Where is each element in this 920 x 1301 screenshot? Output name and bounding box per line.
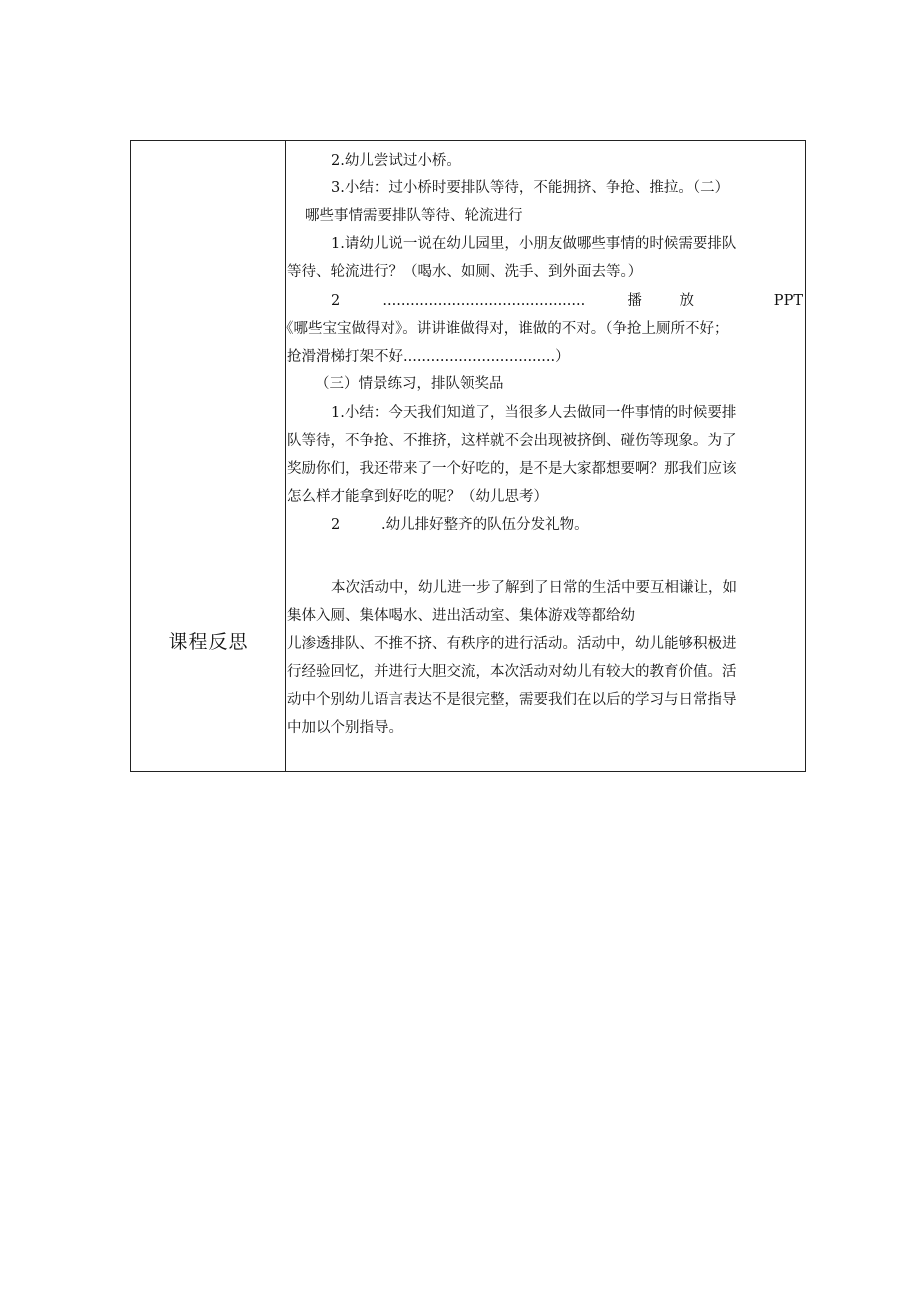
content-cell bbox=[279, 141, 805, 771]
step-line-4: 等待、轮流进行？（喝水、如厕、洗手、到外面去等。） bbox=[287, 264, 643, 280]
reflection-line-1: 本次活动中，幼儿进一步了解到了日常的生活中要互相谦让，如 bbox=[331, 580, 737, 596]
step-line-5: 2 ............................................ 播放 PPT bbox=[331, 293, 803, 309]
step-line-7: 抢滑滑梯打架不好.................................） bbox=[287, 349, 570, 365]
section-heading-3: （三）情景练习，排队领奖品 bbox=[315, 376, 504, 392]
reflection-line-6: 中加以个别指导。 bbox=[287, 720, 403, 736]
step-line-8: 1.小结：今天我们知道了，当很多人去做同一件事情的时候要排 bbox=[331, 405, 737, 421]
step-line-10: 奖励你们，我还带来了一个好吃的，是不是大家都想要啊？那我们应该 bbox=[287, 461, 737, 477]
reflection-line-4: 行经验回忆，并进行大胆交流，本次活动对幼儿有较大的教育价值。活 bbox=[287, 664, 737, 680]
lesson-table bbox=[130, 140, 806, 772]
reflection-line-2: 集体入厕、集体喝水、进出活动室、集体游戏等都给幼 bbox=[287, 608, 635, 624]
step-line-2: 3.小结：过小桥时要排队等待，不能拥挤、争抢、推拉。（二） bbox=[331, 180, 730, 196]
reflection-line-5: 动中个别幼儿语言表达不是很完整，需要我们在以后的学习与日常指导 bbox=[287, 692, 737, 708]
step-line-9: 队等待，不争抢、不推挤，这样就不会出现被挤倒、碰伤等现象。为了 bbox=[287, 433, 737, 449]
label-cell bbox=[131, 141, 286, 771]
step-number-2: 2 bbox=[331, 517, 341, 533]
step-line-3: 1.请幼儿说一说在幼儿园里，小朋友做哪些事情的时候需要排队 bbox=[331, 236, 737, 252]
course-reflection-label: 课程反思 bbox=[168, 631, 249, 653]
step-line-6: 《哪些宝宝做得对》。讲讲谁做得对，谁做的不对。（争抢上厕所不好； bbox=[279, 321, 729, 337]
step-line-1: 2.幼儿尝试过小桥。 bbox=[331, 153, 461, 169]
reflection-line-3: 儿渗透排队、不推不挤、有秩序的进行活动。活动中，幼儿能够积极进 bbox=[287, 636, 737, 652]
step-line-12: .幼儿排好整齐的队伍分发礼物。 bbox=[381, 517, 589, 533]
section-heading-2: 哪些事情需要排队等待、轮流进行 bbox=[305, 208, 523, 224]
step-line-11: 怎么样才能拿到好吃的呢？（幼儿思考） bbox=[287, 489, 548, 505]
